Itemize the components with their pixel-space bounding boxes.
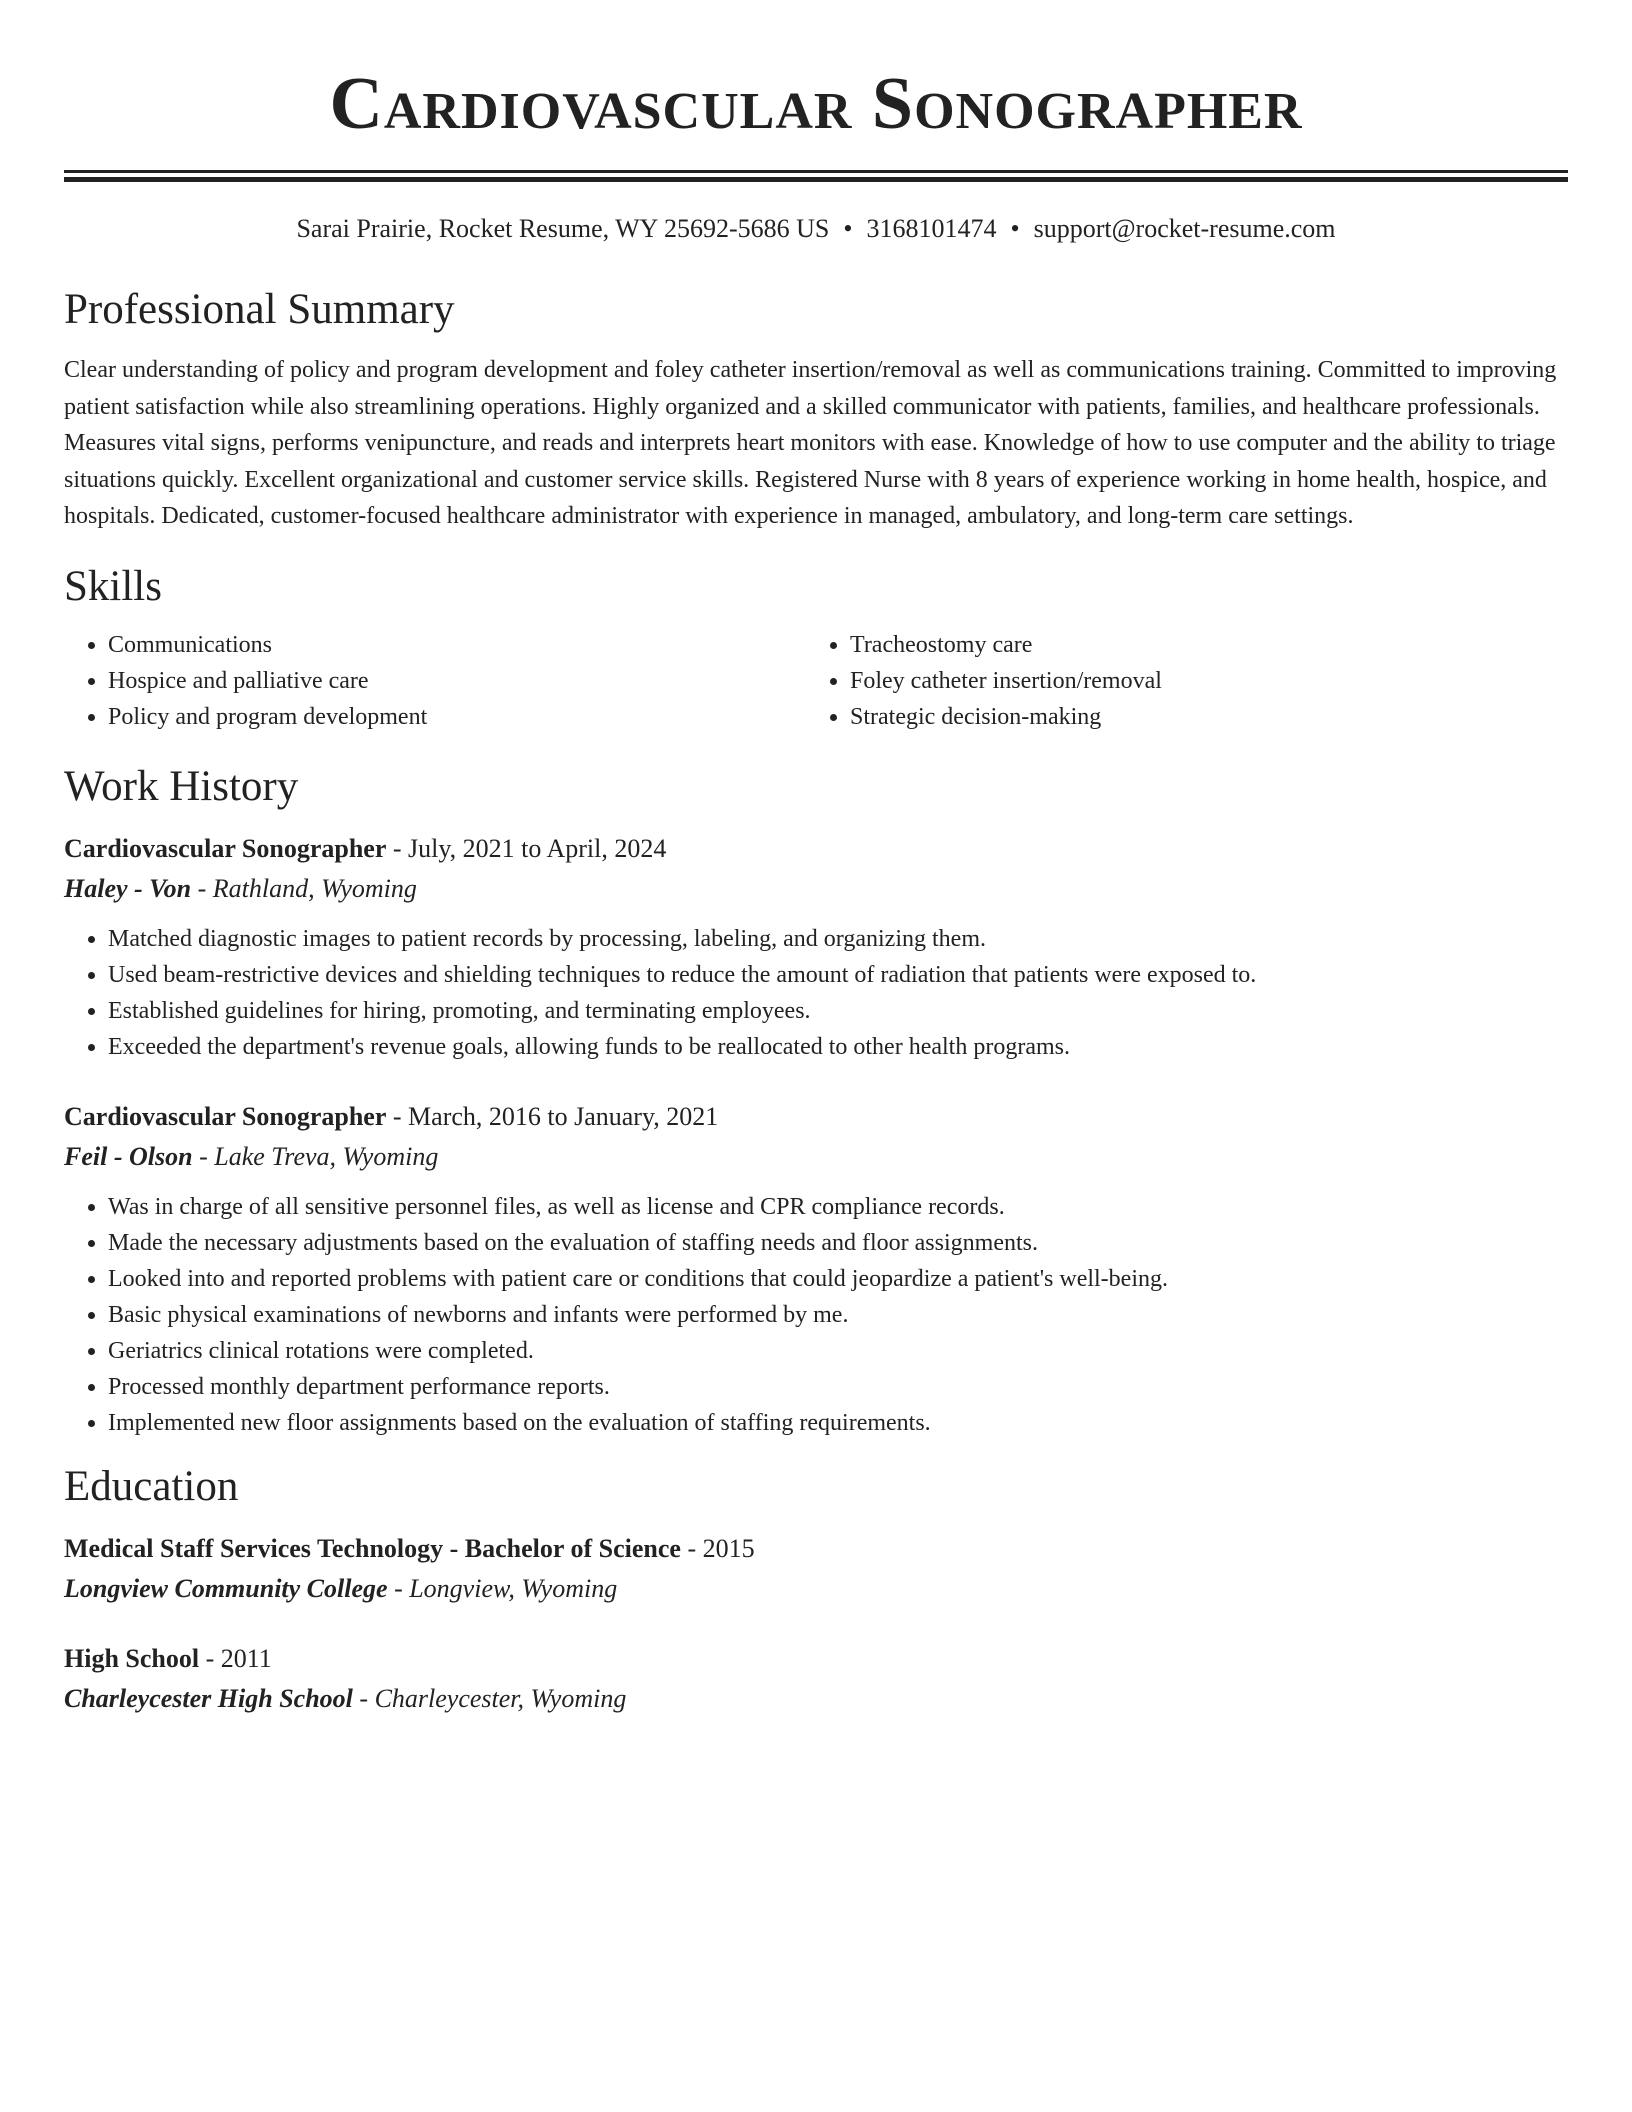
job-bullet: • Looked into and reported problems with patient care or conditions that could jeopardize a patient's well-being. (108, 1261, 1568, 1297)
job-location: - Rathland, Wyoming (191, 873, 417, 903)
header-divider (64, 170, 1568, 182)
work-history-heading: Work History (64, 762, 299, 810)
skill-item: • Tracheostomy care (850, 627, 1548, 663)
job-title: Cardiovascular Sonographer (64, 833, 387, 863)
skills-section (64, 561, 1568, 735)
job-bullet: • Made the necessary adjustments based on the evaluation of staffing needs and floor assignments. (108, 1225, 1568, 1261)
skills-column-right (806, 627, 1548, 735)
skill-item: • Hospice and palliative care (108, 663, 806, 699)
job-bullet: • Was in charge of all sensitive personnel files, as well as license and CPR compliance records. (108, 1189, 1568, 1225)
education-location: - Charleycester, Wyoming (352, 1683, 627, 1713)
skill-item: • Policy and program development (108, 699, 806, 735)
job-company: Feil - Olson (64, 1141, 193, 1171)
job-bullet: • Basic physical examinations of newborns and infants were performed by me. (108, 1297, 1568, 1333)
job-bullet: • Processed monthly department performance reports. (108, 1369, 1568, 1405)
job-entry (64, 1097, 1568, 1441)
job-bullets (64, 1189, 1568, 1441)
contact-address: Sarai Prairie, Rocket Resume, WY 25692-5686 US (296, 214, 830, 243)
job-bullet: • Implemented new floor assignments based on the evaluation of staffing requirements. (108, 1405, 1568, 1441)
resume-page (64, 0, 1568, 1719)
summary-text: Clear understanding of policy and program development and foley catheter insertion/removal as well as communications training. Committed to improving patient satisfaction while also streamlining operations. Highly organized and a skilled communicator with patients, families, and healthcare professionals. Measures vital signs, performs venipuncture, and reads and interprets heart monitors with ease. Knowledge of how to use computer and the ability to triage situations quickly. Excellent organizational and customer service skills. Registered Nurse with 8 years of experience working in home health, hospice, and hospitals. Dedicated, customer-focused healthcare administrator with experience in managed, ambulatory, and long-term care settings. (64, 357, 1557, 529)
education-entry (64, 1639, 1568, 1719)
summary-section (64, 284, 1568, 535)
job-bullet: • Established guidelines for hiring, promoting, and terminating employees. (108, 993, 1568, 1029)
job-title-line (64, 1097, 1568, 1137)
job-dates: - March, 2016 to January, 2021 (386, 1101, 719, 1131)
education-year: - 2011 (199, 1643, 272, 1673)
contact-line (64, 212, 1568, 246)
contact-phone: 3168101474 (866, 214, 997, 243)
education-section (64, 1461, 1568, 1719)
job-bullet: • Geriatrics clinical rotations were completed. (108, 1333, 1568, 1369)
job-bullet: • Used beam-restrictive devices and shielding techniques to reduce the amount of radiation that patients were exposed to. (108, 957, 1568, 993)
education-school: Charleycester High School (64, 1683, 353, 1713)
education-entry (64, 1529, 1568, 1609)
skills-heading: Skills (64, 562, 162, 610)
education-degree-line (64, 1529, 1568, 1569)
skill-item: • Communications (108, 627, 806, 663)
education-school-line (64, 1679, 1568, 1719)
skill-item: • Foley catheter insertion/removal (850, 663, 1548, 699)
contact-separator: • (1010, 214, 1020, 243)
job-location: - Lake Treva, Wyoming (192, 1141, 439, 1171)
job-company-line (64, 1137, 1568, 1177)
job-entry (64, 829, 1568, 1065)
job-title: Cardiovascular Sonographer (64, 1101, 387, 1131)
skills-grid (64, 627, 1568, 735)
job-company-line (64, 869, 1568, 909)
education-year: - 2015 (680, 1533, 755, 1563)
education-degree-line (64, 1639, 1568, 1679)
education-degree: Medical Staff Services Technology - Bachelor of Science (64, 1533, 681, 1563)
job-bullet: • Exceeded the department's revenue goals, allowing funds to be reallocated to other health programs. (108, 1029, 1568, 1065)
job-dates: - July, 2021 to April, 2024 (386, 833, 667, 863)
contact-separator: • (843, 214, 853, 243)
skill-item: • Strategic decision-making (850, 699, 1548, 735)
education-heading: Education (64, 1462, 239, 1510)
job-bullets (64, 921, 1568, 1065)
education-degree: High School (64, 1643, 200, 1673)
work-history-section (64, 761, 1568, 1441)
education-school-line (64, 1569, 1568, 1609)
job-title-line (64, 829, 1568, 869)
education-school: Longview Community College (64, 1573, 388, 1603)
job-company: Haley - Von (64, 873, 192, 903)
summary-heading: Professional Summary (64, 286, 455, 333)
job-bullet: • Matched diagnostic images to patient records by processing, labeling, and organizing them. (108, 921, 1568, 957)
contact-email: support@rocket-resume.com (1033, 214, 1336, 243)
education-location: - Longview, Wyoming (387, 1573, 618, 1603)
resume-name-title: Cardiovascular Sonographer (329, 63, 1303, 145)
skills-column-left (64, 627, 806, 735)
